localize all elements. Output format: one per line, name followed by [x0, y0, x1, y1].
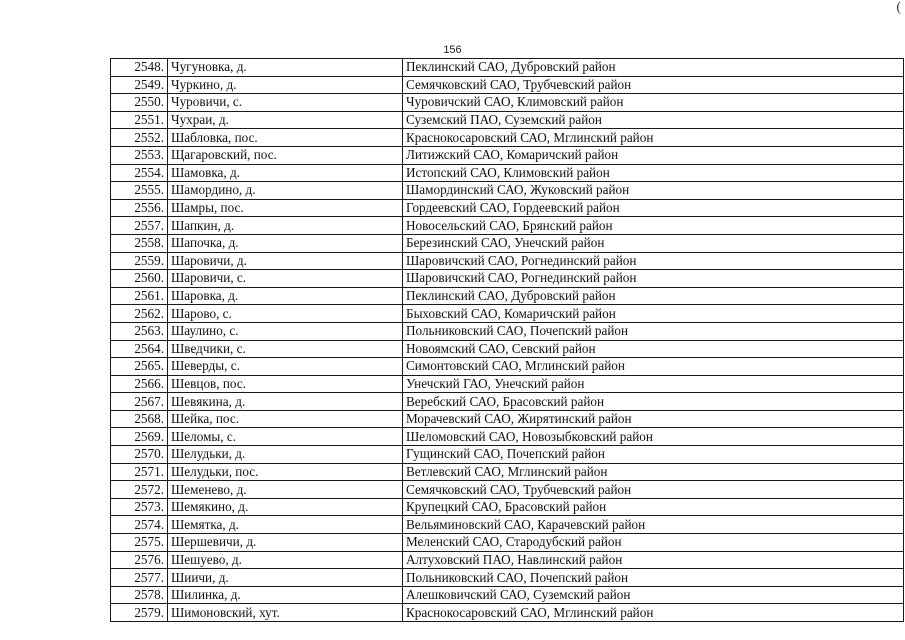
row-number-cell: 2570.	[111, 446, 168, 464]
row-number-cell: 2562.	[111, 305, 168, 323]
district-cell: Веребский САО, Брасовский район	[403, 393, 904, 411]
table-row	[111, 270, 904, 288]
settlement-name-cell: Шаровичи, д.	[168, 252, 403, 270]
district-cell: Шаровичский САО, Рогнединский район	[403, 252, 904, 270]
table-row	[111, 446, 904, 464]
row-number-cell: 2558.	[111, 234, 168, 252]
row-number-cell: 2548.	[111, 59, 168, 77]
settlement-name-cell: Шиичи, д.	[168, 569, 403, 587]
district-cell: Березинский САО, Унечский район	[403, 234, 904, 252]
settlement-name-cell: Шапочка, д.	[168, 234, 403, 252]
settlement-name-cell: Чухраи, д.	[168, 111, 403, 129]
table-row	[111, 146, 904, 164]
row-number-cell: 2549.	[111, 76, 168, 94]
settlement-name-cell: Шведчики, с.	[168, 340, 403, 358]
settlement-name-cell: Шаровка, д.	[168, 287, 403, 305]
district-cell: Гущинский САО, Почепский район	[403, 446, 904, 464]
district-cell: Новоямский САО, Севский район	[403, 340, 904, 358]
settlement-name-cell: Шевцов, пос.	[168, 375, 403, 393]
table-row	[111, 305, 904, 323]
row-number-cell: 2555.	[111, 182, 168, 200]
row-number-cell: 2573.	[111, 498, 168, 516]
district-cell: Семячковский САО, Трубчевский район	[403, 76, 904, 94]
district-cell: Пеклинский САО, Дубровский район	[403, 59, 904, 77]
district-cell: Краснокосаровский САО, Мглинский район	[403, 604, 904, 622]
table-row	[111, 322, 904, 340]
settlement-name-cell: Шелудьки, пос.	[168, 463, 403, 481]
row-number-cell: 2578.	[111, 586, 168, 604]
row-number-cell: 2551.	[111, 111, 168, 129]
district-cell: Пеклинский САО, Дубровский район	[403, 287, 904, 305]
table-row	[111, 111, 904, 129]
table-row	[111, 340, 904, 358]
table-row	[111, 586, 904, 604]
settlement-name-cell: Шершевичи, д.	[168, 534, 403, 552]
row-number-cell: 2574.	[111, 516, 168, 534]
table-row	[111, 94, 904, 112]
table-row	[111, 375, 904, 393]
row-number-cell: 2566.	[111, 375, 168, 393]
row-number-cell: 2565.	[111, 358, 168, 376]
district-cell: Ветлевский САО, Мглинский район	[403, 463, 904, 481]
row-number-cell: 2559.	[111, 252, 168, 270]
district-cell: Польниковский САО, Почепский район	[403, 322, 904, 340]
settlement-name-cell: Шеверды, с.	[168, 358, 403, 376]
settlement-name-cell: Шамовка, д.	[168, 164, 403, 182]
district-cell: Шамординский САО, Жуковский район	[403, 182, 904, 200]
table-row	[111, 358, 904, 376]
district-cell: Вельяминовский САО, Карачевский район	[403, 516, 904, 534]
district-cell: Польниковский САО, Почепский район	[403, 569, 904, 587]
district-cell: Унечский ГАО, Унечский район	[403, 375, 904, 393]
row-number-cell: 2550.	[111, 94, 168, 112]
district-cell: Шаровичский САО, Рогнединский район	[403, 270, 904, 288]
district-cell: Морачевский САО, Жирятинский район	[403, 410, 904, 428]
row-number-cell: 2568.	[111, 410, 168, 428]
settlement-name-cell: Шарово, с.	[168, 305, 403, 323]
table-row	[111, 551, 904, 569]
settlement-name-cell: Чугуновка, д.	[168, 59, 403, 77]
row-number-cell: 2569.	[111, 428, 168, 446]
row-number-cell: 2575.	[111, 534, 168, 552]
table-row	[111, 604, 904, 622]
settlement-name-cell: Шаровичи, с.	[168, 270, 403, 288]
corner-mark: (	[896, 0, 901, 15]
table-row	[111, 164, 904, 182]
table-row	[111, 516, 904, 534]
district-cell: Литижский САО, Комаричский район	[403, 146, 904, 164]
table-row	[111, 569, 904, 587]
row-number-cell: 2553.	[111, 146, 168, 164]
table-row	[111, 199, 904, 217]
table-row	[111, 463, 904, 481]
settlement-name-cell: Шилинка, д.	[168, 586, 403, 604]
district-cell: Шеломовский САО, Новозыбковский район	[403, 428, 904, 446]
district-cell: Алешковичский САО, Суземский район	[403, 586, 904, 604]
settlement-name-cell: Шемякино, д.	[168, 498, 403, 516]
district-cell: Симонтовский САО, Мглинский район	[403, 358, 904, 376]
settlement-name-cell: Шемятка, д.	[168, 516, 403, 534]
page-number: 156	[443, 44, 462, 56]
settlement-name-cell: Шабловка, пос.	[168, 129, 403, 147]
settlement-name-cell: Чуркино, д.	[168, 76, 403, 94]
settlement-table	[110, 58, 904, 622]
table-row	[111, 287, 904, 305]
district-cell: Суземский ПАО, Суземский район	[403, 111, 904, 129]
row-number-cell: 2556.	[111, 199, 168, 217]
row-number-cell: 2557.	[111, 217, 168, 235]
table-row	[111, 534, 904, 552]
row-number-cell: 2567.	[111, 393, 168, 411]
settlement-name-cell: Шамордино, д.	[168, 182, 403, 200]
table-row	[111, 481, 904, 499]
row-number-cell: 2561.	[111, 287, 168, 305]
district-cell: Семячковский САО, Трубчевский район	[403, 481, 904, 499]
row-number-cell: 2576.	[111, 551, 168, 569]
settlement-name-cell: Чуровичи, с.	[168, 94, 403, 112]
row-number-cell: 2552.	[111, 129, 168, 147]
district-cell: Меленский САО, Стародубский район	[403, 534, 904, 552]
settlement-name-cell: Шапкин, д.	[168, 217, 403, 235]
settlement-name-cell: Шевякина, д.	[168, 393, 403, 411]
table-row	[111, 129, 904, 147]
row-number-cell: 2563.	[111, 322, 168, 340]
district-cell: Крупецкий САО, Брасовский район	[403, 498, 904, 516]
row-number-cell: 2572.	[111, 481, 168, 499]
table-row	[111, 252, 904, 270]
settlement-name-cell: Шамры, пос.	[168, 199, 403, 217]
district-cell: Краснокосаровский САО, Мглинский район	[403, 129, 904, 147]
district-cell: Быховский САО, Комаричский район	[403, 305, 904, 323]
district-cell: Алтуховский ПАО, Навлинский район	[403, 551, 904, 569]
settlement-name-cell: Шешуево, д.	[168, 551, 403, 569]
row-number-cell: 2554.	[111, 164, 168, 182]
settlement-name-cell: Шимоновский, хут.	[168, 604, 403, 622]
table-row	[111, 217, 904, 235]
table-row	[111, 393, 904, 411]
settlement-name-cell: Шеменево, д.	[168, 481, 403, 499]
row-number-cell: 2571.	[111, 463, 168, 481]
settlement-name-cell: Шаулино, с.	[168, 322, 403, 340]
row-number-cell: 2564.	[111, 340, 168, 358]
table-row	[111, 410, 904, 428]
table-row	[111, 76, 904, 94]
row-number-cell: 2579.	[111, 604, 168, 622]
district-cell: Гордеевский САО, Гордеевский район	[403, 199, 904, 217]
table-row	[111, 428, 904, 446]
district-cell: Чуровичский САО, Климовский район	[403, 94, 904, 112]
settlement-name-cell: Щагаровский, пос.	[168, 146, 403, 164]
table-body	[111, 59, 904, 622]
settlement-name-cell: Шейка, пос.	[168, 410, 403, 428]
table-row	[111, 182, 904, 200]
table-row	[111, 59, 904, 77]
row-number-cell: 2577.	[111, 569, 168, 587]
district-cell: Новосельский САО, Брянский район	[403, 217, 904, 235]
table-row	[111, 498, 904, 516]
table-row	[111, 234, 904, 252]
district-cell: Истопский САО, Климовский район	[403, 164, 904, 182]
settlement-name-cell: Шеломы, с.	[168, 428, 403, 446]
settlement-name-cell: Шелудьки, д.	[168, 446, 403, 464]
row-number-cell: 2560.	[111, 270, 168, 288]
